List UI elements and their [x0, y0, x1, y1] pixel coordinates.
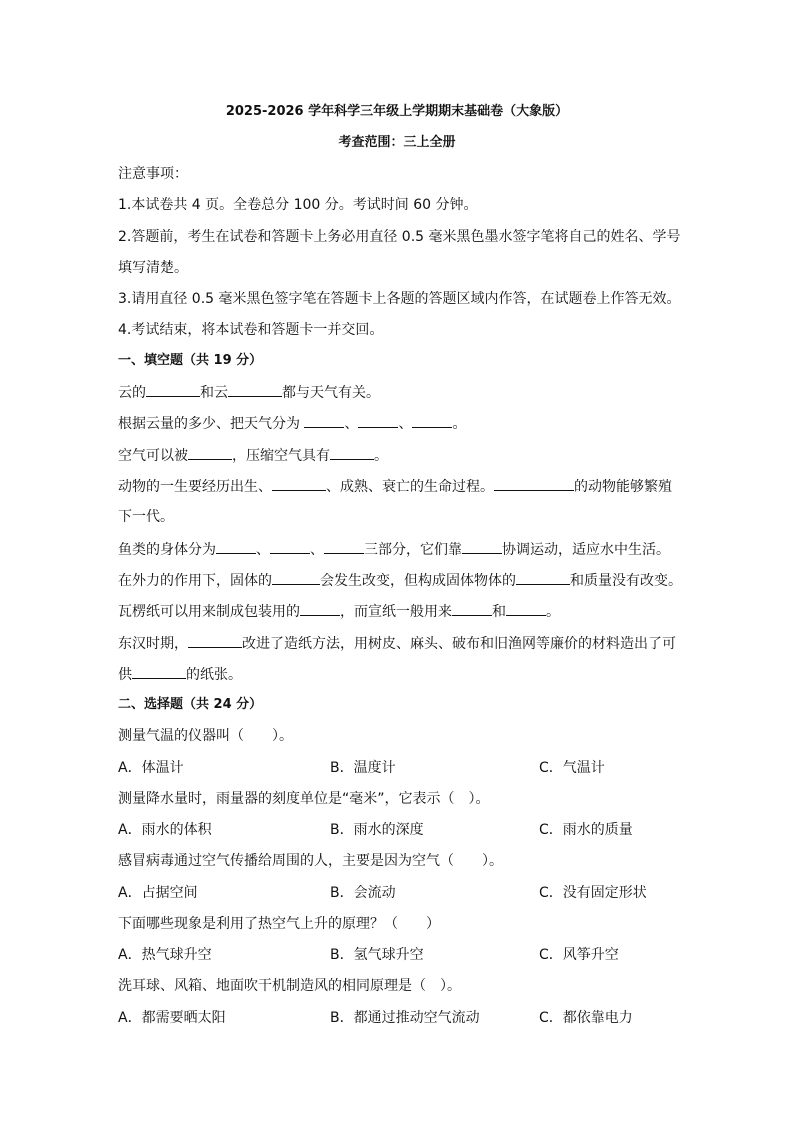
q7-text-b: ，而宣纸一般用来 [340, 604, 452, 620]
fill-question-4 [118, 476, 688, 497]
choice-question-5-stem: 洗耳球、风箱、地面吹干机制造风的相同原理是（ ）。 [118, 978, 461, 994]
q4-text-c: 的动物能够繁殖 [574, 479, 672, 495]
choice-question-3-stem: 感冒病毒通过空气传播给周围的人，主要是因为空气（ ）。 [118, 853, 503, 869]
option-a[interactable]: A．雨水的体积 [118, 822, 212, 838]
fill-question-6 [118, 570, 688, 591]
answer-blank[interactable] [272, 476, 326, 491]
notice-heading: 注意事项： [118, 166, 188, 182]
answer-blank[interactable] [304, 413, 344, 428]
option-b[interactable]: B．都通过推动空气流动 [330, 1010, 480, 1026]
option-c[interactable]: C．气温计 [539, 760, 605, 776]
notice-item-1: 1.本试卷共 4 页。全卷总分 100 分。考试时间 60 分钟。 [118, 197, 478, 213]
q8-text-a: 东汉时期， [118, 636, 188, 652]
q1-text-c: 都与天气有关。 [282, 385, 380, 401]
q6-text-b: 会发生改变，但构成固体物体的 [320, 573, 516, 589]
q5-text-a: 鱼类的身体分为 [118, 542, 216, 558]
section1-heading: 一、填空题（共 19 分） [118, 353, 263, 368]
answer-blank[interactable] [270, 539, 310, 554]
answer-blank[interactable] [216, 539, 256, 554]
section2-heading: 二、选择题（共 24 分） [118, 697, 263, 712]
answer-blank[interactable] [146, 382, 200, 397]
q4-text-a: 动物的一生要经历出生、 [118, 479, 272, 495]
choice-question-3-options [118, 883, 688, 903]
choice-question-2-options [118, 820, 688, 840]
answer-blank[interactable] [132, 664, 186, 679]
option-c[interactable]: C．风筝升空 [539, 947, 619, 963]
q8-text-b: 改进了造纸方法，用树皮、麻头、破布和旧渔网等廉价的材料造出了可 [242, 636, 676, 652]
answer-blank[interactable] [272, 570, 320, 585]
answer-blank[interactable] [452, 601, 492, 616]
q8b-text-a: 供 [118, 667, 132, 683]
q3-text-a: 空气可以被 [118, 448, 188, 464]
fill-question-2 [118, 413, 688, 434]
option-c[interactable]: C．都依靠电力 [539, 1010, 633, 1026]
answer-blank[interactable] [188, 633, 242, 648]
choice-question-4-stem: 下面哪些现象是利用了热空气上升的原理？（ ） [118, 916, 440, 932]
q5-text-c: 、 [310, 542, 324, 558]
q4-text-b: 、成熟、衰亡的生命过程。 [326, 479, 494, 495]
q7-text-a: 瓦楞纸可以用来制成包装用的 [118, 604, 300, 620]
fill-question-5 [118, 539, 688, 560]
option-c[interactable]: C．没有固定形状 [539, 885, 647, 901]
q7-text-d: 。 [546, 604, 560, 620]
q5-text-b: 、 [256, 542, 270, 558]
option-c[interactable]: C．雨水的质量 [539, 822, 633, 838]
fill-question-4-cont: 下一代。 [118, 509, 174, 525]
choice-question-1-stem: 测量气温的仪器叫（ ）。 [118, 728, 293, 744]
q2-text-b: 、 [344, 416, 359, 432]
choice-question-1-options [118, 758, 688, 778]
q2-text-c: 、 [398, 416, 413, 432]
fill-question-8 [118, 633, 688, 654]
answer-blank[interactable] [188, 445, 232, 460]
notice-item-3: 3.请用直径 0.5 毫米黑色签字笔在答题卡上各题的答题区域内作答，在试题卷上作答无效。 [118, 291, 681, 307]
notice-item-4: 4.考试结束，将本试卷和答题卡一并交回。 [118, 322, 384, 338]
option-b[interactable]: B．会流动 [330, 885, 396, 901]
option-a[interactable]: A．占据空间 [118, 885, 198, 901]
q6-text-c: 和质量没有改变。 [570, 573, 682, 589]
answer-blank[interactable] [462, 539, 502, 554]
notice-item-2: 2.答题前，考生在试卷和答题卡上务必用直径 0.5 毫米黑色墨水签字笔将自己的姓名、学号 [118, 229, 681, 245]
choice-question-4-options [118, 945, 688, 965]
answer-blank[interactable] [516, 570, 570, 585]
q8b-text-b: 的纸张。 [186, 667, 242, 683]
fill-question-3 [118, 445, 688, 466]
q6-text-a: 在外力的作用下，固体的 [118, 573, 272, 589]
answer-blank[interactable] [300, 601, 340, 616]
fill-question-7 [118, 601, 688, 622]
answer-blank[interactable] [358, 413, 398, 428]
option-b[interactable]: B．氢气球升空 [330, 947, 424, 963]
answer-blank[interactable] [506, 601, 546, 616]
answer-blank[interactable] [324, 539, 364, 554]
q1-text-a: 云的 [118, 385, 146, 401]
fill-question-8-cont [118, 664, 688, 685]
q5-text-e: 协调运动，适应水中生活。 [502, 542, 670, 558]
option-b[interactable]: B．雨水的深度 [330, 822, 424, 838]
exam-scope: 考查范围：三上全册 [338, 135, 456, 150]
notice-item-2-cont: 填写清楚。 [118, 260, 188, 276]
fill-question-1 [118, 382, 688, 403]
option-a[interactable]: A．热气球升空 [118, 947, 212, 963]
q1-text-b: 和云 [200, 385, 228, 401]
answer-blank[interactable] [494, 476, 574, 491]
answer-blank[interactable] [330, 445, 374, 460]
option-b[interactable]: B．温度计 [330, 760, 396, 776]
q7-text-c: 和 [492, 604, 506, 620]
q2-text-d: 。 [452, 416, 467, 432]
exam-title: 2025-2026 学年科学三年级上学期期末基础卷（大象版） [225, 104, 569, 119]
option-a[interactable]: A．都需要晒太阳 [118, 1010, 226, 1026]
q3-text-c: 。 [374, 448, 388, 464]
option-a[interactable]: A．体温计 [118, 760, 184, 776]
answer-blank[interactable] [228, 382, 282, 397]
choice-question-5-options [118, 1008, 688, 1028]
q3-text-b: ，压缩空气具有 [232, 448, 330, 464]
choice-question-2-stem: 测量降水量时，雨量器的刻度单位是“毫米”，它表示（ ）。 [118, 791, 490, 807]
q2-text-a: 根据云量的多少、把天气分为 [118, 416, 305, 432]
q5-text-d: 三部分，它们靠 [364, 542, 462, 558]
answer-blank[interactable] [412, 413, 452, 428]
